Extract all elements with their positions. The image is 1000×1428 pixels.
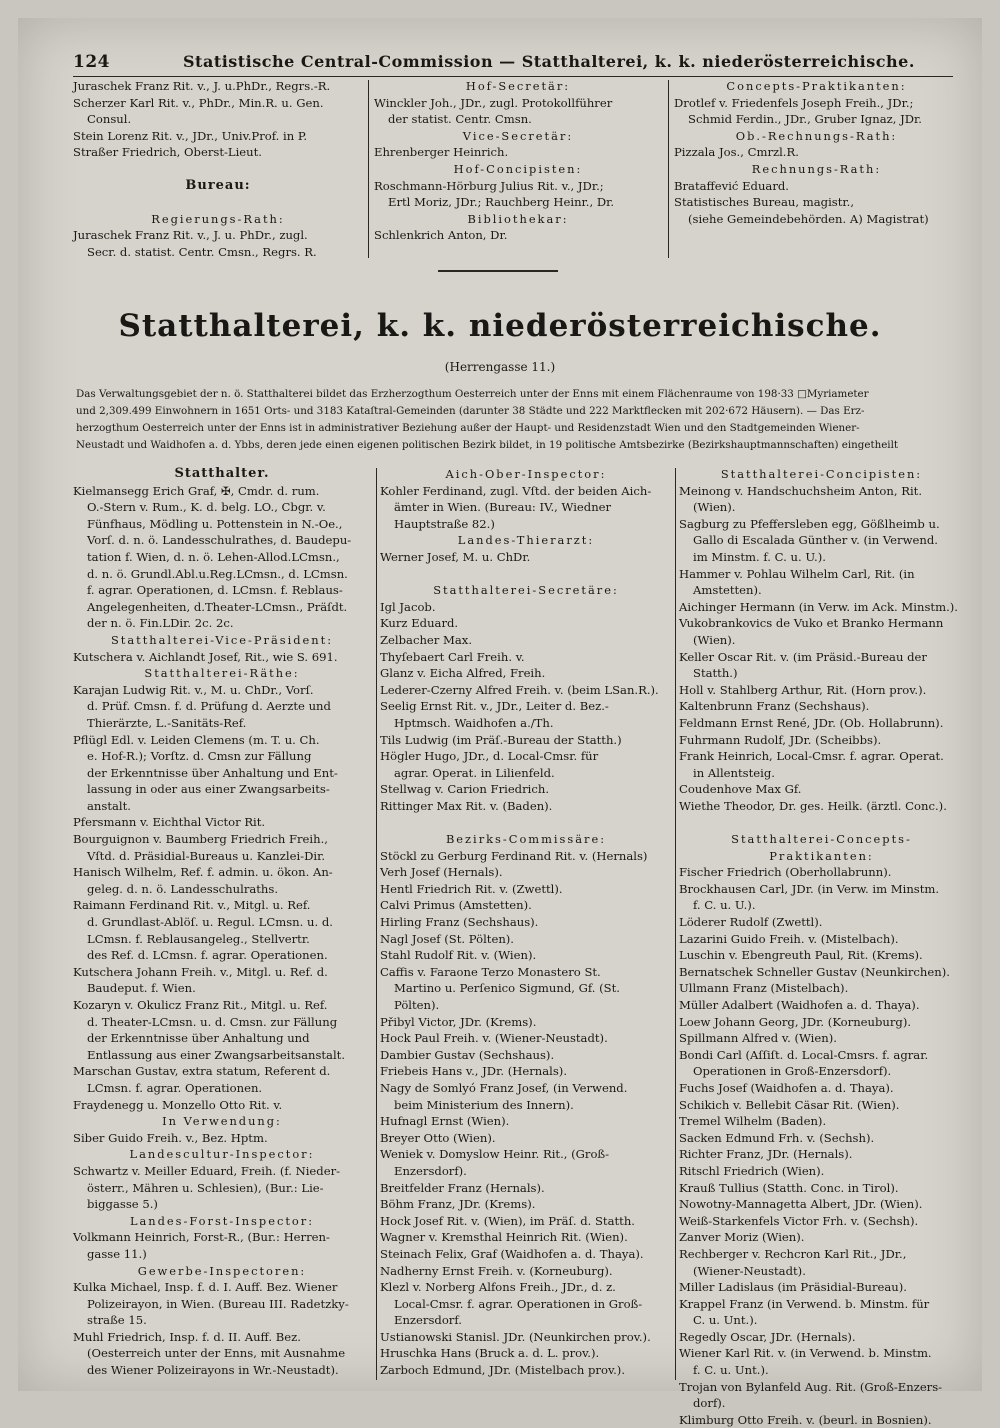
subheading: Hof-Concipisten:	[453, 161, 583, 176]
entry-line: Spillmann Alfred v. (Wien).	[679, 1031, 837, 1046]
intro-line: Das Verwaltungsgebiet der n. ö. Statthalterei bildet das Erzherzogthum Oesterreich unter der Enns mit einem Flächenraume von 198·33 □Myriameter	[76, 388, 869, 400]
entry-line: Zelbacher Max.	[380, 632, 473, 647]
intro-paragraph	[76, 386, 958, 454]
heading: Statthalter.	[174, 466, 270, 481]
entry-continuation: der statist. Centr. Cmsn.	[388, 112, 532, 127]
entry-line: Ustianowski Stanisl. JDr. (Neunkirchen prov.).	[380, 1329, 651, 1344]
entry-continuation: anstalt.	[87, 798, 131, 813]
entry-continuation: des Ref. d. LCmsn. f. agrar. Operationen.	[87, 948, 328, 963]
entry-continuation: e. Hof-R.); Vorſtz. d. Cmsn zur Fällung	[87, 749, 312, 764]
entry-line: Lederer-Czerny Alfred Freih. v. (beim LSan.R.).	[380, 682, 659, 697]
subheading: Ob.-Rechnungs-Rath:	[735, 128, 898, 143]
subheading: Bezirks-Commissäre:	[445, 832, 607, 847]
entry-line: Nadherny Ernst Freih. v. (Korneuburg).	[380, 1263, 613, 1278]
entry-line: Krauß Tullius (Statth. Conc. in Tirol).	[679, 1180, 899, 1195]
entry-continuation: agrar. Operat. in Lilienfeld.	[394, 765, 555, 780]
entry-line: Frank Heinrich, Local-Cmsr. f. agrar. Operat.	[679, 749, 944, 764]
entry-continuation: Hauptstraße 82.)	[394, 516, 495, 531]
page	[18, 18, 982, 1427]
entry-continuation: im Minstm. f. C. u. U.).	[693, 549, 826, 564]
heading: Bureau:	[185, 177, 251, 193]
entry-line: Hanisch Wilhelm, Ref. f. admin. u. ökon. An-	[73, 865, 333, 880]
entry-line: Böhm Franz, JDr. (Krems).	[380, 1197, 536, 1212]
entry-continuation: Schmid Ferdin., JDr., Gruber Ignaz, JDr.	[688, 112, 922, 127]
entry-line: Zanver Moriz (Wien).	[679, 1230, 805, 1245]
entry-line: Stahl Rudolf Rit. v. (Wien).	[380, 948, 537, 963]
entry-continuation: Martino u. Perſenico Sigmund, Gf. (St.	[394, 981, 620, 996]
entry-line: Dambier Gustav (Sechshaus).	[380, 1047, 555, 1062]
entry-line: Fraydenegg u. Monzello Otto Rit. v.	[73, 1097, 283, 1112]
entry-line: Seelig Ernst Rit. v., JDr., Leiter d. Bez.-	[380, 699, 609, 714]
entry-line: Kurz Eduard.	[380, 616, 459, 631]
entry-line: Keller Oscar Rit. v. (im Präsid.-Bureau der	[679, 649, 927, 664]
entry-line: Wagner v. Kremsthal Heinrich Rit. (Wien).	[380, 1230, 628, 1245]
entry-continuation: Baudeput. f. Wien.	[87, 981, 196, 996]
entry-line: Klimburg Otto Freih. v. (beurl. in Bosnien).	[679, 1412, 932, 1427]
entry-line: Meinong v. Handschuchsheim Anton, Rit.	[679, 483, 923, 498]
entry-continuation: Secr. d. statist. Centr. Cmsn., Regrs. R.	[87, 244, 317, 259]
entry-line: Glanz v. Eicha Alfred, Freih.	[380, 666, 546, 681]
entry-line: Löderer Rudolf (Zwettl).	[679, 915, 823, 930]
section-divider	[438, 270, 558, 272]
entry-line: Tils Ludwig (im Präſ.-Bureau der Statth.)	[380, 732, 622, 747]
entry-line: Weiß-Starkenfels Victor Frh. v. (Sechsh).	[679, 1213, 919, 1228]
entry-line: Ehrenberger Heinrich.	[374, 145, 509, 160]
entry-line: Kulka Michael, Insp. f. d. I. Auff. Bez. Wiener	[73, 1280, 338, 1295]
entry-line: Caffis v. Faraone Terzo Monastero St.	[380, 964, 601, 979]
entry-line: Kutschera Johann Freih. v., Mitgl. u. Ref. d.	[73, 964, 328, 979]
column-divider	[668, 80, 669, 258]
entry-line: Brockhausen Carl, JDr. (in Verw. im Minstm.	[679, 881, 940, 896]
entry-line: Přibyl Victor, JDr. (Krems).	[380, 1014, 537, 1029]
column-divider	[368, 80, 369, 258]
entry-line: Winckler Joh., JDr., zugl. Protokollführer	[374, 95, 613, 110]
entry-continuation: (Wiener-Neustadt).	[693, 1263, 806, 1278]
entry-line: Verh Josef (Hernals).	[380, 865, 503, 880]
entry-line: Ullmann Franz (Mistelbach).	[679, 981, 849, 996]
entry-line: Breyer Otto (Wien).	[380, 1130, 496, 1145]
entry-continuation: O.-Stern v. Rum., K. d. belg. LO., Cbgr. v.	[87, 500, 326, 515]
entry-continuation: f. C. u. U.).	[693, 898, 756, 913]
entry-line: Kozaryn v. Okulicz Franz Rit., Mitgl. u. Ref.	[73, 998, 328, 1012]
subheading: Hof-Secretär:	[465, 79, 571, 93]
entry-continuation: der Erkenntnisse über Anhaltung und Ent-	[87, 765, 338, 780]
entry-line	[73, 161, 363, 178]
subheading: Regierungs-Rath:	[151, 211, 285, 226]
top-column-3	[674, 78, 959, 227]
entry-line: Wiener Karl Rit. v. (in Verwend. b. Minstm.	[679, 1346, 932, 1361]
entry-line: Aichinger Hermann (in Verw. im Ack. Minstm.).	[679, 599, 958, 614]
subheading: Landes-Thierarzt:	[457, 533, 595, 548]
entry-continuation: Gallo di Escalada Günther v. (in Verwend.	[693, 533, 938, 548]
entry-continuation: Angelegenheiten, d.Theater-LCmsn., Präſdt.	[87, 599, 348, 614]
entry-line: Regedly Oscar, JDr. (Hernals).	[679, 1329, 856, 1344]
entry-line: Kaltenbrunn Franz (Sechshaus).	[679, 699, 870, 714]
entry-continuation: des Wiener Polizeirayons in Wr.-Neustadt).	[87, 1363, 339, 1378]
entry-line: Hock Josef Rit. v. (Wien), im Präſ. d. Statth.	[380, 1213, 635, 1228]
entry-line: Karajan Ludwig Rit. v., M. u. ChDr., Vorſ.	[73, 682, 314, 697]
entry-line: Roschmann-Hörburg Julius Rit. v., JDr.;	[374, 178, 604, 193]
entry-continuation: österr., Mähren u. Schlesien), (Bur.: Lie-	[87, 1180, 324, 1195]
entry-continuation: straße 15.	[87, 1313, 147, 1328]
entry-line: Breitfelder Franz (Hernals).	[380, 1180, 545, 1195]
entry-continuation: gasse 11.)	[87, 1246, 147, 1261]
subheading: In Verwendung:	[162, 1114, 282, 1129]
entry-line: Schikich v. Bellebit Cäsar Rit. (Wien).	[679, 1097, 900, 1112]
entry-line: Hirling Franz (Sechshaus).	[380, 915, 539, 930]
entry-line	[380, 566, 672, 583]
entry-continuation: geleg. d. n. ö. Landesschulraths.	[87, 881, 279, 896]
entry-line	[380, 814, 672, 831]
entry-line: Straßer Friedrich, Oberst-Lieut.	[73, 145, 262, 160]
entry-line: Luschin v. Ebengreuth Paul, Rit. (Krems).	[679, 948, 923, 963]
subheading: Landes-Forst-Inspector:	[129, 1213, 315, 1228]
entry-line: Hufnagl Ernst (Wien).	[380, 1114, 510, 1129]
entry-continuation: f. agrar. Operationen, d. LCmsn. f. Reblaus-	[87, 583, 343, 598]
entry-continuation: d. n. ö. Grundl.Abl.u.Reg.LCmsn., d. LCmsn.	[87, 566, 348, 581]
entry-line: Kielmansegg Erich Graf, ✠, Cmdr. d. rum.	[73, 483, 320, 498]
entry-continuation: Enzersdorf).	[394, 1163, 467, 1178]
entry-line: Wiethe Theodor, Dr. ges. Heilk. (ärztl. Conc.).	[679, 798, 947, 813]
top-column-2	[374, 78, 662, 244]
entry-line: Weniek v. Domyslow Heinr. Rit., (Groß-	[380, 1147, 610, 1162]
main-column-3	[679, 466, 964, 1428]
entry-continuation: der n. ö. Fin.LDir. 2c. 2c.	[87, 616, 234, 631]
entry-line: Stöckl zu Gerburg Ferdinand Rit. v. (Hernals)	[380, 848, 648, 863]
entry-line: Müller Adalbert (Waidhofen a. d. Thaya).	[679, 998, 920, 1012]
entry-line: Friebeis Hans v., JDr. (Hernals).	[380, 1064, 567, 1079]
entry-continuation: Enzersdorf.	[394, 1313, 462, 1328]
subheading: Vice-Secretär:	[462, 128, 574, 143]
entry-line: Juraschek Franz Rit. v., J. u. PhDr., zugl.	[73, 228, 308, 243]
entry-continuation: dorf).	[693, 1396, 726, 1411]
entry-continuation: C. u. Unt.).	[693, 1313, 758, 1328]
intro-line: und 2,309.499 Einwohnern in 1651 Orts- und 3183 Kataſtral-Gemeinden (darunter 38 Städte und 222 Marktflecken mit 202·672 Häusern). — Das Erz-	[76, 405, 865, 417]
entry-continuation: in Allentsteig.	[693, 765, 775, 780]
subheading: Aich-Ober-Inspector:	[445, 467, 607, 481]
entry-continuation: Ertl Moriz, JDr.; Rauchberg Heinr., Dr.	[388, 195, 615, 210]
entry-line: Pflügl Edl. v. Leiden Clemens (m. T. u. Ch.	[73, 732, 320, 747]
entry-line: Richter Franz, JDr. (Hernals).	[679, 1147, 853, 1162]
subheading: Statthalterei-Concepts-	[731, 832, 912, 847]
entry-line: Miller Ladislaus (im Präsidial-Bureau).	[679, 1280, 907, 1295]
entry-line: Högler Hugo, JDr., d. Local-Cmsr. für	[380, 749, 599, 764]
entry-line: Bourguignon v. Baumberg Friedrich Freih.,	[73, 832, 328, 847]
entry-line: Holl v. Stahlberg Arthur, Rit. (Horn prov.).	[679, 682, 927, 697]
entry-continuation: ämter in Wien. (Bureau: IV., Wiedner	[394, 500, 612, 515]
entry-line: Thyſebaert Carl Freih. v.	[380, 649, 525, 664]
entry-continuation: f. C. u. Unt.).	[693, 1363, 769, 1378]
running-title: Statistische Central-Commission — Statthalterei, k. k. niederösterreichische.	[183, 52, 915, 71]
entry-line: Nagy de Somlyó Franz Josef, (in Verwend.	[380, 1080, 628, 1095]
entry-line: Sagburg zu Pfeffersleben egg, Gößlheimb u.	[679, 516, 940, 531]
entry-line: Volkmann Heinrich, Forst-R., (Bur.: Herren-	[73, 1230, 330, 1245]
entry-line: Schlenkrich Anton, Dr.	[374, 228, 508, 243]
subheading: Praktikanten:	[769, 848, 874, 863]
entry-line: Nowotny-Mannagetta Albert, JDr. (Wien).	[679, 1197, 923, 1212]
entry-line: Hammer v. Pohlau Wilhelm Carl, Rit. (in	[679, 566, 915, 581]
entry-line: Kohler Ferdinand, zugl. Vſtd. der beiden Aich-	[380, 483, 652, 498]
entry-continuation: Vorſ. d. n. ö. Landesschulrathes, d. Baudepu-	[87, 533, 352, 548]
entry-continuation: (siehe Gemeindebehörden. A) Magistrat)	[688, 211, 929, 226]
subheading: Rechnungs-Rath:	[751, 161, 882, 176]
entry-line: Fuhrmann Rudolf, JDr. (Scheibbs).	[679, 732, 882, 747]
entry-line: Bernatschek Schneller Gustav (Neunkirchen).	[679, 964, 950, 979]
entry-line: Trojan von Bylanfeld Aug. Rit. (Groß-Enzers-	[679, 1379, 943, 1394]
section-address: (Herrengasse 11.)	[444, 360, 556, 374]
running-header	[73, 48, 953, 76]
main-column-2	[380, 466, 672, 1379]
subheading: Statthalterei-Concipisten:	[720, 467, 923, 481]
entry-line: Drotlef v. Friedenfels Joseph Freih., JDr.;	[674, 95, 914, 110]
entry-continuation: Statth.)	[693, 666, 738, 681]
entry-continuation: Consul.	[87, 112, 132, 127]
entry-continuation: d. Grundlast-Ablöſ. u. Regul. LCmsn. u. d.	[87, 915, 333, 930]
subheading: Statthalterei-Vice-Präsident:	[110, 632, 334, 647]
page-number: 124	[73, 52, 110, 72]
main-column-1	[73, 466, 371, 1379]
entry-line: Siber Guido Freih. v., Bez. Hptm.	[73, 1130, 268, 1145]
entry-line: Sacken Edmund Frh. v. (Sechsh).	[679, 1130, 875, 1145]
entry-continuation: lassung in oder aus einer Zwangsarbeits-	[87, 782, 330, 797]
entry-continuation: Hptmsch. Waidhofen a./Th.	[394, 715, 554, 730]
column-divider	[376, 468, 377, 1380]
entry-line	[679, 814, 964, 831]
entry-line: Hock Paul Freih. v. (Wiener-Neustadt).	[380, 1031, 608, 1046]
entry-continuation: Pölten).	[394, 998, 440, 1012]
entry-line: Hruschka Hans (Bruck a. d. L. prov.).	[380, 1346, 600, 1361]
entry-continuation: (Wien).	[693, 632, 736, 647]
entry-line: Hentl Friedrich Rit. v. (Zwettl).	[380, 881, 563, 896]
entry-line: Lazarini Guido Freih. v. (Mistelbach).	[679, 931, 899, 946]
entry-continuation: beim Ministerium des Innern).	[394, 1097, 574, 1112]
entry-continuation: Fünfhaus, Mödling u. Pottenstein in N.-Oe.,	[87, 516, 343, 531]
subheading: Landescultur-Inspector:	[129, 1147, 315, 1162]
entry-continuation: (Oesterreich unter der Enns, mit Ausnahme	[87, 1346, 346, 1361]
subheading: Bibliothekar:	[467, 211, 569, 226]
entry-line: Coudenhove Max Gf.	[679, 782, 802, 797]
entry-line: Muhl Friedrich, Insp. f. d. II. Auff. Bez.	[73, 1329, 301, 1344]
subheading: Concepts-Praktikanten:	[726, 79, 907, 93]
entry-line: Krappel Franz (in Verwend. b. Minstm. für	[679, 1296, 930, 1311]
entry-line: Pizzala Jos., Cmrzl.R.	[674, 145, 799, 160]
intro-line: herzogthum Oesterreich unter der Enns ist in administrativer Beziehung außer der Haupt- und Residenzstadt Wien und den Stadtgemeinden Wiener-	[76, 422, 860, 434]
entry-continuation: der Erkenntnisse über Anhaltung und	[87, 1031, 310, 1046]
entry-line: Pfersmann v. Eichthal Victor Rit.	[73, 815, 266, 830]
entry-continuation: Operationen in Groß-Enzersdorf).	[693, 1064, 892, 1079]
entry-continuation: Polizeirayon, in Wien. (Bureau III. Radetzky-	[87, 1296, 349, 1311]
section-title: Statthalterei, k. k. niederösterreichische.	[118, 308, 882, 344]
entry-line: Statistisches Bureau, magistr.,	[674, 195, 855, 210]
entry-line: Werner Josef, M. u. ChDr.	[380, 549, 531, 564]
entry-continuation: tation f. Wien, d. n. ö. Lehen-Allod.LCmsn.,	[87, 549, 340, 564]
entry-line: Bondi Carl (Aſſiſt. d. Local-Cmsrs. f. agrar.	[679, 1047, 929, 1062]
entry-line: Tremel Wilhelm (Baden).	[679, 1114, 827, 1129]
entry-line: Juraschek Franz Rit. v., J. u.PhDr., Regrs.-R.	[73, 79, 331, 93]
entry-continuation: Entlassung aus einer Zwangsarbeitsanstalt.	[87, 1047, 346, 1062]
entry-line: Calvi Primus (Amstetten).	[380, 898, 532, 913]
entry-continuation: d. Prüf. Cmsn. f. d. Prüfung d. Aerzte und	[87, 699, 331, 714]
entry-line: Scherzer Karl Rit. v., PhDr., Min.R. u. Gen.	[73, 95, 324, 110]
entry-line: Vukobrankovics de Vuko et Branko Hermann	[679, 616, 944, 631]
entry-line: Nagl Josef (St. Pölten).	[380, 931, 514, 946]
header-rule	[73, 76, 953, 77]
entry-continuation: d. Theater-LCmsn. u. d. Cmsn. zur Fällung	[87, 1014, 338, 1029]
subheading: Statthalterei-Räthe:	[144, 666, 300, 681]
entry-line: Loew Johann Georg, JDr. (Korneuburg).	[679, 1014, 912, 1029]
entry-line	[73, 194, 363, 211]
column-divider	[675, 468, 676, 1380]
entry-line: Zarboch Edmund, JDr. (Mistelbach prov.).	[380, 1363, 626, 1378]
entry-line: Rittinger Max Rit. v. (Baden).	[380, 798, 553, 813]
entry-line: Schwartz v. Meiller Eduard, Freih. (f. Nieder-	[73, 1163, 341, 1178]
entry-continuation: LCmsn. f. Reblausangeleg., Stellvertr.	[87, 931, 310, 946]
entry-line: Stein Lorenz Rit. v., JDr., Univ.Prof. in P.	[73, 128, 307, 143]
entry-line: Brataffević Eduard.	[674, 178, 789, 193]
entry-continuation: (Wien).	[693, 500, 736, 515]
entry-line: Ritschl Friedrich (Wien).	[679, 1163, 825, 1178]
entry-line: Marschan Gustav, extra statum, Referent d.	[73, 1064, 331, 1079]
top-column-1	[73, 78, 363, 261]
entry-line: Klezl v. Norberg Alfons Freih., JDr., d. z.	[380, 1280, 616, 1295]
entry-line: Igl Jacob.	[380, 599, 436, 614]
entry-continuation: Amstetten).	[693, 583, 762, 598]
subheading: Gewerbe-Inspectoren:	[137, 1263, 307, 1278]
intro-line: Neustadt und Waidhofen a. d. Ybbs, deren jede einen eigenen politischen Bezirk bildet, in 19 politische Amtsbezirke (Bezirkshauptmannschaften) eingetheilt	[76, 439, 899, 451]
entry-line: Fischer Friedrich (Oberhollabrunn).	[679, 865, 892, 880]
entry-continuation: biggasse 5.)	[87, 1197, 158, 1212]
entry-continuation: Local-Cmsr. f. agrar. Operationen in Groß-	[394, 1296, 643, 1311]
entry-line: Stellwag v. Carion Friedrich.	[380, 782, 550, 797]
entry-line: Raimann Ferdinand Rit. v., Mitgl. u. Ref.	[73, 898, 311, 913]
subheading: Statthalterei-Secretäre:	[433, 583, 619, 598]
entry-line: Rechberger v. Rechcron Karl Rit., JDr.,	[679, 1246, 907, 1261]
entry-continuation: Vſtd. d. Präsidial-Bureaus u. Kanzlei-Dir.	[87, 848, 326, 863]
entry-line: Steinach Felix, Graf (Waidhofen a. d. Thaya).	[380, 1246, 644, 1261]
entry-line: Kutschera v. Aichlandt Josef, Rit., wie S. 691.	[73, 649, 338, 664]
entry-continuation: Thierärzte, L.-Sanitäts-Ref.	[87, 715, 247, 730]
entry-line: Fuchs Josef (Waidhofen a. d. Thaya).	[679, 1080, 894, 1095]
entry-line: Feldmann Ernst René, JDr. (Ob. Hollabrunn).	[679, 715, 944, 730]
entry-continuation: LCmsn. f. agrar. Operationen.	[87, 1080, 263, 1095]
